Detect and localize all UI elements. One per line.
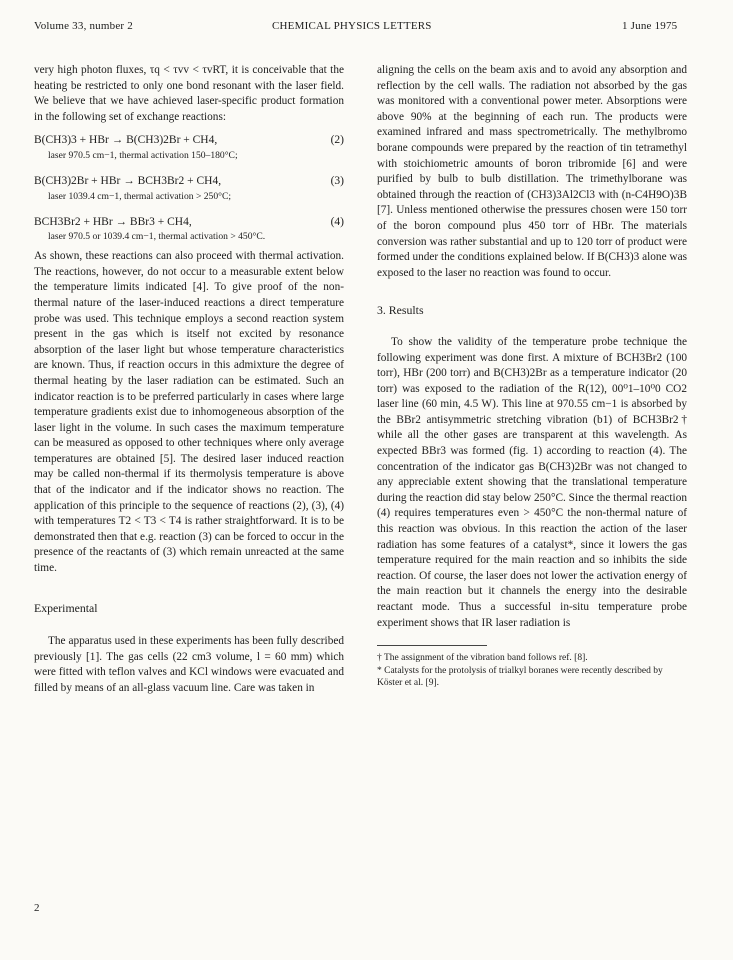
equation-2-text: B(CH3)3 + HBr → B(CH3)2Br + CH4, <box>34 134 218 147</box>
equation-4-text: BCH3Br2 + HBr → BBr3 + CH4, <box>34 215 192 228</box>
equation-3-note: laser 1039.4 cm−1, thermal activation > 250°C; <box>48 190 232 202</box>
footnote-divider <box>377 645 487 646</box>
equation-4-number: (4) <box>330 215 344 228</box>
equation-3-text: B(CH3)2Br + HBr → BCH3Br2 + CH4, <box>34 174 222 187</box>
equation-2-number: (2) <box>330 134 344 147</box>
equation-2 <box>34 133 344 149</box>
section-title-results: 3. Results <box>377 303 424 318</box>
apparatus-paragraph: aligning the cells on the beam axis and to avoid any absorption and reflection by the cell walls. The radiation not absorbed by the gas was monitored with a conventional power meter. Absorptions were above 90% at the beginning of each run. The products were examined infrared and mass spectrometrically. The methylbromo borane compounds were prepared by the reaction of tin tetramethyl with stoichiometric amounts of boron tribromide [6] and were purified by bulb to bulb distillation. The trimethylborane was obtained through the reaction of (CH3)3Al2Cl3 with (n-C4H9O)3B [7]. Unless mentioned otherwise the pressures chosen were 150 torr of the boron compound plus 450 torr of HBr. The materials conversion was rather substantial and up to 120 torr of product were formed under the conditions explained below. If B(CH3)3 alone was exposed to the laser no reaction was found to occur. <box>377 64 687 279</box>
header-volume: Volume 33, number 2 <box>34 20 133 32</box>
results-paragraph: To show the validity of the temperature probe technique the following experiment was done first. A mixture of BCH3Br2 (100 torr), HBr (200 torr) and B(CH3)2Br as a temperature indicator (20 torr) was exposed to the radiation of the R(12), 00⁰1–10⁰0 CO2 laser line (60 min, 4.5 W). This line at 970.55 cm−1 is absorbed by the BBr2 antisymmetric stretching vibration (b1) of BCH3Br2† while all the other gases are transparent at this wavelength. As expected BBr3 was formed (fig. 1) according to reaction (4). The concentration of the indicator gas B(CH3)2Br was not changed to any appreciable extent showing that the translational temperature during the reaction did stay below 250°C. Since the thermal reaction (4) requires temperatures even > 450°C the non-thermal nature of this reaction was obvious. In this reaction the action of the laser radiation has some features of a catalyst*, since it lowers the gas temperature required for the main reaction and so inhibits the side reaction. Of course, the laser does not lower the activation energy of the main reaction but it channels the energy into the desirable reactant mode. Thus a successful in-situ temperature probe experiment shows that IR laser radiation is <box>377 335 687 629</box>
right-column <box>377 63 687 690</box>
experimental-paragraph: The apparatus used in these experiments has been fully described previously [1]. The gas cells (22 cm3 volume, l = 60 mm) which were fitted with teflon valves and KCl windows were evacuated and filled by means of an all-glass vacuum line. Care was taken in <box>34 635 344 694</box>
equation-2-note: laser 970.5 cm−1, thermal activation 150–180°C; <box>48 149 238 161</box>
header-date: 1 June 1975 <box>622 20 678 32</box>
section-title-experimental: Experimental <box>34 600 98 615</box>
body-paragraph: As shown, these reactions can also proceed with thermal activation. The reactions, however, do not occur to a measurable extent below the temperature limits indicated [4]. To give proof of the non-thermal nature of the laser-induced reactions a direct temperature probe was used. This technique employs a second reaction system present in the gas which is itself not excited by resonance absorption of the laser light but whose temperature characteristics are known. Thus, if reaction occurs in this admixture the degree of thermal heating by the laser radiation can be estimated. Such an indicator reaction is to be preferred particularly in cases where large temperature gradients exist due to inhomogeneous absorption of the laser light in the volume. In such cases the maximum temperature can be measured as opposed to other techniques where only average temperatures are obtained [5]. The desired laser induced reaction may be called non-thermal if its thermolysis temperature is above that of the indicator and if the indicator shows no reaction. The application of this principle to the sequence of reactions (2), (3), (4) with temperatures T2 < T3 < T4 is rather straightforward. It is to be demonstrated then that e.g. reaction (3) can be forced to occur in the presence of the reactants of (3) which remain unreacted at the same time. <box>34 250 344 575</box>
header-journal: CHEMICAL PHYSICS LETTERS <box>272 20 432 32</box>
equation-4-note: laser 970.5 or 1039.4 cm−1, thermal activation > 450°C. <box>48 231 266 243</box>
equation-3-number: (3) <box>330 174 344 187</box>
footnote-dagger: † The assignment of the vibration band follows ref. [8]. <box>377 653 588 664</box>
footnote-asterisk: * Catalysts for the protolysis of trialkyl boranes were recently described by Köster et al. [9]. <box>377 665 663 689</box>
equation-3 <box>34 174 344 190</box>
equation-4 <box>34 215 344 231</box>
left-column <box>34 63 344 697</box>
page-number: 2 <box>34 902 40 914</box>
intro-paragraph: very high photon fluxes, τq < τvv < τvRT, it is conceivable that the heating be restricted to only one bond resonant with the laser field. We believe that we have achieved laser-specific product formation in the following set of exchange reactions: <box>34 64 344 123</box>
